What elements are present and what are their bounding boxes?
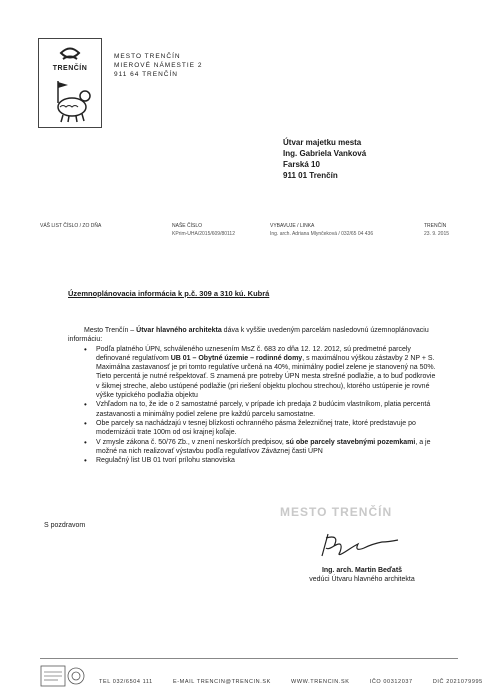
intro-text-b: dáva k vyššie uvedeným parcelám nasledovnú územnoplánovaciu informáciu:: [68, 327, 429, 344]
footer-divider: [40, 658, 458, 659]
item-1-text-b: , s maximálnou výškou zástavby 2 NP + S. Maximálna zastavanosť je pri tomto regulatíve určená na 40%, minimálny podiel zelene je stanovený na 50%. Tieto percentá je nutné rešpektovať. S znamená pre potreby ÚPN mesta strešné podlažie, a to buď podkrovie v šikmej streche, alebo ustúpené podlažie (pri riešení objektu plochou strechou), ktorého ustúpenie je rovné výške typického podlažia objektu: [96, 354, 436, 400]
org-street: MIEROVÉ NÁMESTIE 2: [114, 62, 203, 69]
org-name: MESTO TRENČÍN: [114, 53, 181, 60]
our-ref-value: KPrim-UHA/2015/609/80112: [172, 231, 235, 237]
letter-subject: Územnoplánovacia informácia k p.č. 309 a 310 kú. Kubrá: [68, 289, 270, 298]
footer-dic: DIČ 2021079995: [432, 679, 483, 685]
footer-ico: IČO 00312037: [369, 679, 413, 685]
certification-logos-icon: [40, 664, 86, 688]
item-4-bold: sú obe parcely stavebnými pozemkami: [285, 438, 416, 446]
footer-web: WWW.TRENCIN.SK: [291, 679, 350, 685]
your-ref-field: [40, 222, 101, 230]
list-item: • Obe parcely sa nachádzajú v tesnej blízkosti ochranného pásma železničnej trate, ktoré predstavuje po modernizácii trate 100m od osi krajnej koľaje.: [96, 419, 438, 438]
date-value: 23. 9. 2015: [424, 231, 450, 237]
date-field: [424, 222, 449, 238]
our-ref-label: NAŠE ČÍSLO: [172, 223, 203, 229]
org-city: 911 64 TRENČÍN: [114, 71, 178, 78]
city-stamp: MESTO TRENČÍN: [280, 505, 393, 519]
recipient-address: [283, 137, 366, 181]
footer-contacts: [99, 679, 483, 685]
handled-by-field: [270, 222, 373, 238]
lamb-crest-icon: [45, 79, 95, 123]
item-1-bold: UB 01 – Obytné územie – rodinné domy: [170, 354, 303, 362]
handled-by-label: VYBAVUJE / LINKA: [270, 223, 315, 229]
item-4-text-a: V zmysle zákona č. 50/76 Zb., v znení neskorších predpisov,: [96, 438, 286, 446]
list-item: • Regulačný list UB 01 tvorí prílohu stanoviska: [96, 456, 438, 465]
recipient-line-1: Útvar majetku mesta: [283, 138, 362, 147]
recipient-line-2: Ing. Gabriela Vanková: [283, 149, 367, 158]
list-item: [96, 345, 438, 401]
greeting: S pozdravom: [44, 522, 86, 529]
signer-block: [292, 566, 432, 584]
footer-email: E-MAIL TRENCIN@TRENCIN.SK: [172, 679, 271, 685]
recipient-line-4: 911 01 Trenčín: [283, 171, 338, 180]
list-item: [96, 438, 438, 457]
your-ref-label: VÁŠ LIST ČÍSLO / ZO DŇA: [40, 223, 102, 229]
list-item: • Vzhľadom na to, že ide o 2 samostatné parcely, v prípade ich predaja 2 budúcim vlastníkom, platia percentá zastavanosti a minimálny podiel zelene pre každú parcelu samostatne.: [96, 400, 438, 419]
signer-title: vedúci Útvaru hlavného architekta: [309, 576, 415, 583]
handwritten-signature: [316, 530, 406, 560]
org-header: [114, 52, 202, 79]
signer-name: Ing. arch. Martin Beďatš: [321, 567, 403, 574]
footer-tel: TEL 032/6504 111: [99, 679, 153, 685]
intro-text-a: Mesto Trenčín –: [84, 327, 137, 334]
info-list: [68, 345, 438, 466]
item-4-text-b: , a je možné na nich realizovať výstavbu podľa regulatívov Záväznej časti ÚPN: [96, 438, 431, 455]
place-label: TRENČÍN: [424, 223, 447, 229]
intro-paragraph: [68, 326, 438, 345]
item-1-text-a: Podľa platného ÚPN, schváleného uznesením MsZ č. 683 zo dňa 12. 12. 2012, sú predmetné parcely definované regulatívom: [96, 345, 411, 362]
logo-wordmark: TRENČÍN: [52, 65, 88, 72]
handled-by-value: Ing. arch. Adriana Mlynčeková / 032/65 04 436: [270, 231, 374, 237]
intro-bold: Útvar hlavného architekta: [136, 327, 222, 334]
recipient-line-3: Farská 10: [283, 160, 320, 169]
our-ref-field: [172, 222, 235, 238]
city-logo: [38, 38, 102, 128]
letter-body: [68, 326, 438, 465]
